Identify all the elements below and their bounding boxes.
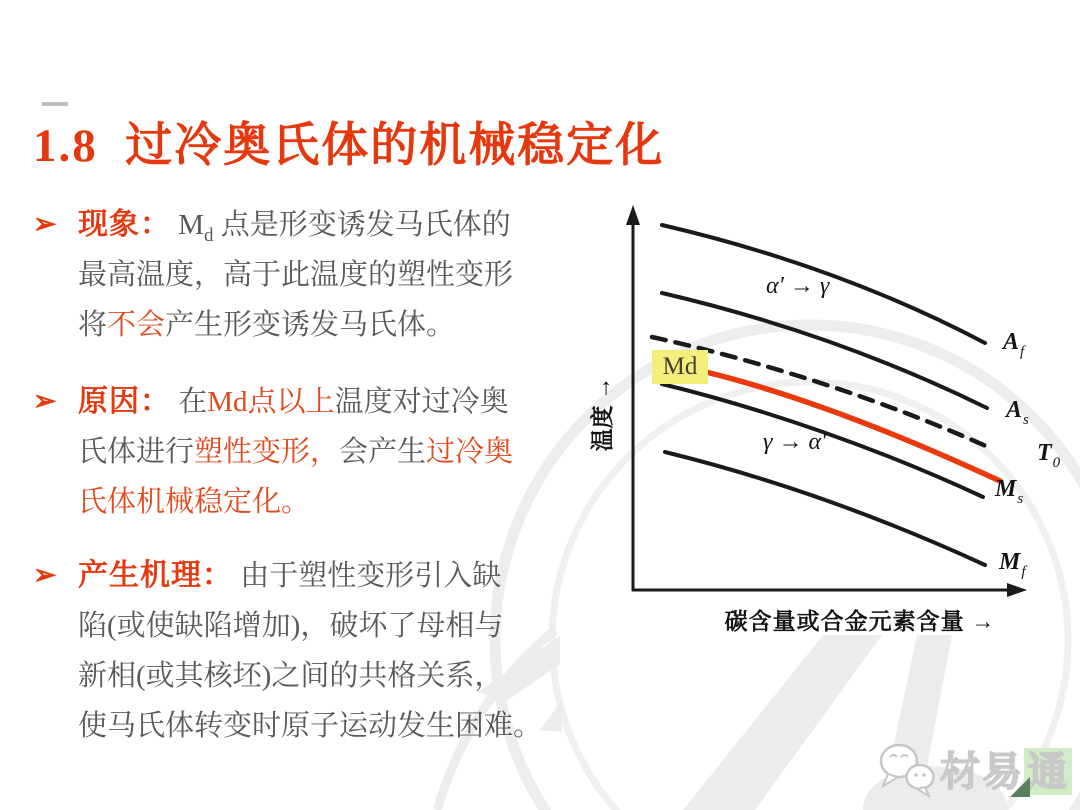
- x-axis-arrowhead-icon: [1007, 583, 1027, 597]
- watermark-wing-1: [683, 635, 882, 810]
- transformation-temperature-diagram: [560, 185, 1080, 650]
- bullet-mechanism: [33, 551, 573, 751]
- highlight-text: 氏体机械稳定化。: [78, 486, 311, 518]
- curve-label-Mf: $M_f$: [999, 549, 1026, 580]
- md-symbol: M: [178, 209, 205, 241]
- bullet-arrow-icon: ➢: [33, 209, 57, 240]
- md-subscript: d: [204, 224, 214, 246]
- title-artifact-dash: [42, 102, 68, 106]
- y-axis-arrowhead-icon: [626, 205, 640, 225]
- brand-name: 材易 通: [940, 740, 1072, 797]
- y-axis-label: 温度 →: [590, 376, 615, 452]
- bullet1-line2: 最高温度，高于此温度的塑性变形: [78, 259, 514, 291]
- diagram-plot: [560, 185, 1080, 650]
- curve-label-Ms: $M_s$: [995, 476, 1024, 507]
- brand-watermark: [878, 740, 1072, 797]
- region-label-gamma-to-alpha: γ → α′: [763, 429, 827, 455]
- highlight-text: Md点以上: [207, 386, 335, 418]
- curve-label-T0: $T_0$: [1037, 440, 1061, 471]
- x-axis-label: 碳含量或合金元素含量 →: [724, 609, 996, 634]
- bullet2-lead: 原因：: [78, 385, 171, 418]
- bullet-phenomenon: [33, 200, 573, 350]
- highlight-text: 过冷奥: [426, 436, 514, 468]
- bullet3-line4: 使马氏体转变时原子运动发生困难。: [78, 710, 543, 742]
- page-title: 1.8 过冷奥氏体的机械稳定化: [33, 120, 665, 172]
- chat-bubbles-icon: [878, 741, 936, 797]
- bullet1-lead: 现象：: [78, 208, 171, 241]
- bullet2-line3: [78, 477, 573, 527]
- region-label-alpha-to-gamma: α′ → γ: [766, 273, 830, 299]
- md-point-highlight: Md: [652, 350, 708, 384]
- bullet3-line2: 陷(或使缺陷增加)，破坏了母相与: [78, 610, 504, 642]
- green-fold-icon: [1010, 777, 1030, 797]
- bullet-reason: [33, 377, 573, 527]
- bullet2-line2: 氏体进行塑性变形，会产生过冷奥: [78, 436, 514, 468]
- bullet2-line1: 原因： 在Md点以上温度对过冷奥: [78, 385, 509, 418]
- highlight-text: 塑性变形，: [194, 436, 340, 468]
- curve-label-Af: $A_f$: [1003, 329, 1025, 360]
- curve-Mf: [665, 452, 985, 565]
- bullet3-lead: 产生机理：: [78, 559, 233, 592]
- highlight-text: 不会: [107, 309, 166, 341]
- bullet3-line1: 产生机理： 由于塑性变形引入缺: [78, 559, 502, 592]
- curve-label-As: $A_s$: [1006, 397, 1029, 428]
- brand-name-last-char: 通: [1024, 748, 1072, 795]
- bullet-arrow-icon: ➢: [33, 386, 57, 417]
- bullet1-line3: 将不会产生形变诱发马氏体。: [78, 309, 456, 341]
- bullet1-line1: 现象： $M_d$ 点是形变诱发马氏体的: [78, 208, 511, 246]
- bullet3-line3: 新相(或其核坯)之间的共格关系，: [78, 660, 504, 692]
- curve-Md: [706, 372, 1000, 481]
- bullet-arrow-icon: ➢: [33, 560, 57, 591]
